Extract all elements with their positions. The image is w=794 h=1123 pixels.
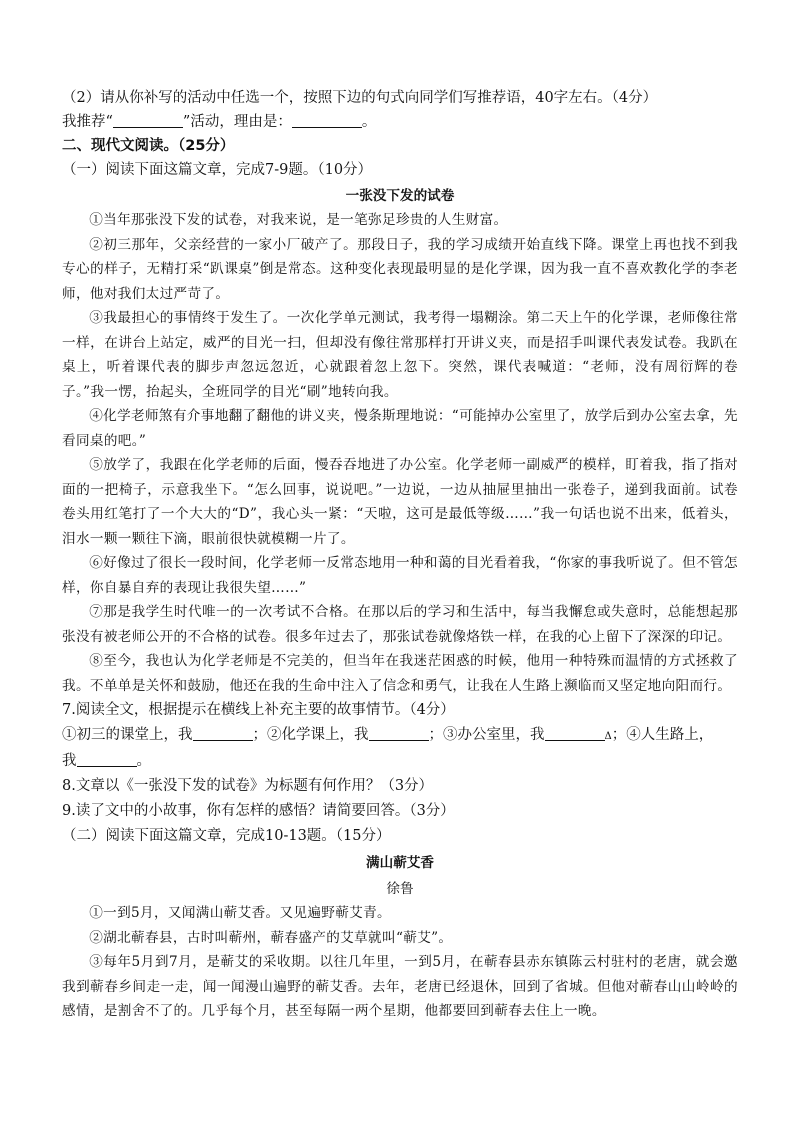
question-7: 7.阅读全文，根据提示在横线上补充主要的故事情节。（4分） [62, 702, 455, 718]
q7-item: 我 [62, 753, 77, 769]
question-6-2: （2）请从你补写的活动中任选一个，按照下边的句式向同学们写推荐语，40字左右。（4分） [62, 90, 658, 106]
article1-paragraph: ⑦那是我学生时代唯一的一次考试不合格。在那以后的学习和生活中，每当我懈怠或失意时，总能想起那张没有被老师公开的不合格的试卷。很多年过去了，那张试卷就像烙铁一样，在我的心上留下了深深的印记。 [62, 604, 738, 645]
answer-blank[interactable] [193, 726, 253, 741]
q7-item: ；②化学课上，我 [252, 727, 369, 743]
section-heading: 二、现代文阅读。（25分） [62, 138, 235, 154]
answer-blank[interactable] [113, 113, 183, 128]
q7-item: ；④人生路上， [611, 727, 714, 743]
answer-blank[interactable] [369, 726, 429, 741]
recommend-mid: ”活动，理由是： [182, 114, 292, 130]
q7-mark: Δ [604, 731, 612, 742]
part1-intro: （一）阅读下面这篇文章，完成7-9题。（10分） [62, 162, 373, 178]
answer-blank[interactable] [292, 113, 362, 128]
recommend-end: 。 [361, 114, 377, 130]
question-9: 9.读了文中的小故事，你有怎样的感悟？请简要回答。（3分） [62, 803, 455, 819]
article1-paragraph: ⑥好像过了很长一段时间，化学老师一反常态地用一种和蔼的目光看着我，“你家的事我听说了。但不管怎样，你自暴自弃的表现让我很失望……” [62, 555, 738, 596]
recommend-prefix: 我推荐“ [62, 114, 113, 130]
answer-blank[interactable] [77, 752, 137, 767]
article1-paragraph: ⑤放学了，我跟在化学老师的后面，慢吞吞地进了办公室。化学老师一副威严的模样，盯着我，指了指对面的一把椅子，示意我坐下。“怎么回事，说说吧。”一边说，一边从抽屉里抽出一张卷子，递到我面前。试卷卷头用红笔打了一个大大的“D”，我心头一紧：“天啦，这可是最低等级……”我一句话也说不出来，低着头，泪水一颗一颗往下滴，眼前很快就模糊一片了。 [62, 457, 738, 547]
exam-page [62, 86, 738, 1024]
article2-author: 徐鲁 [386, 881, 414, 897]
question-7-items-cont [62, 749, 738, 774]
q7-item: ①初三的课堂上，我 [62, 727, 193, 743]
q7-item: 。 [136, 753, 151, 769]
article2-paragraph: ②湖北蕲春县，古时叫蕲州，蕲春盛产的艾草就叫“蕲艾”。 [89, 929, 453, 946]
article2-paragraph: ①一到5月，又闻满山蕲艾香。又见遍野蕲艾青。 [89, 905, 392, 921]
q7-item: ；③办公室里，我 [428, 727, 545, 743]
article1-paragraph: ③我最担心的事情终于发生了。一次化学单元测试，我考得一塌糊涂。第二天上午的化学课，老师像往常一样，在讲台上站定，威严的目光一扫，但却没有像往常那样打开讲义夹，而是招手叫课代表发试卷。我趴在桌上，听着课代表的脚步声忽远忽近，心就跟着忽上忽下。突然，课代表喊道：“老师，没有周衍辉的卷子。”我一愣，抬起头，全班同学的目光“刷”地转向我。 [62, 310, 738, 400]
question-8: 8.文章以《一张没下发的试卷》为标题有何作用？（3分） [62, 778, 434, 794]
question-7-items [62, 723, 738, 749]
article1-paragraph: ④化学老师煞有介事地翻了翻他的讲义夹，慢条斯理地说：“可能掉办公室里了，放学后到办公室去拿，先看同桌的吧。” [62, 408, 738, 449]
article2-title: 满山蕲艾香 [366, 855, 434, 871]
part2-intro: （二）阅读下面这篇文章，完成10-13题。（15分） [62, 828, 391, 844]
answer-blank[interactable] [545, 726, 605, 741]
article1-paragraph: ②初三那年，父亲经营的一家小厂破产了。那段日子，我的学习成绩开始直线下降。课堂上再也找不到我专心的样子，无精打采“趴课桌”倒是常态。这种变化表现最明显的是化学课，因为我一直不喜欢教化学的李老师，他对我们太过严苛了。 [62, 236, 738, 302]
article1-title: 一张没下发的试卷 [345, 188, 455, 204]
recommend-line [62, 110, 738, 134]
article1-paragraph: ⑧至今，我也认为化学老师是不完美的，但当年在我迷茫困惑的时候，他用一种特殊而温情的方式拯救了我。不单单是关怀和鼓励，他还在我的生命中注入了信念和勇气，让我在人生路上濒临而又坚定地向阳而行。 [62, 653, 738, 694]
article2-paragraph: ③每年5月到7月，是蕲艾的采收期。以往几年里，一到5月，在蕲春县赤东镇陈云村驻村的老唐，就会邀我到蕲春乡间走一走，闻一闻漫山遍野的蕲艾香。去年，老唐已经退休，回到了省城。但他对蕲春山山岭岭的感情，是割舍不了的。几乎每个月，甚至每隔一两个星期，他都要回到蕲春去住上一晚。 [62, 954, 738, 1019]
article1-paragraph: ①当年那张没下发的试卷，对我来说，是一笔弥足珍贵的人生财富。 [89, 212, 508, 228]
